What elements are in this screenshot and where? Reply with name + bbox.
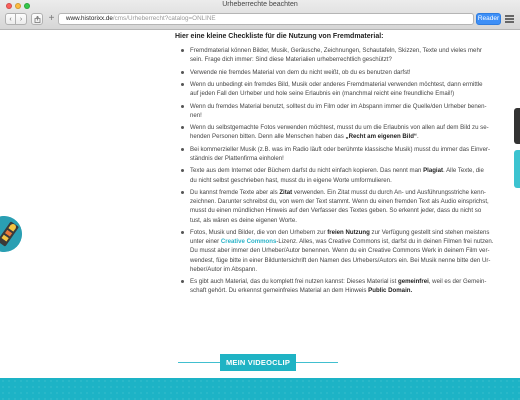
bullet-icon: [181, 280, 184, 283]
checklist-item: [175, 123, 509, 141]
text-segment: nen!: [190, 111, 202, 119]
checklist-item-line: [190, 206, 509, 215]
checklist-item-line: [190, 46, 509, 55]
text-segment: verwenden. Ein Zitat musst du durch An- und Ausführungsstriche kenn-: [292, 188, 486, 196]
teal-band: [0, 378, 520, 400]
checklist-item-line: [190, 256, 509, 265]
divider-line-left: [178, 362, 222, 363]
bullet-icon: [181, 231, 184, 234]
title-bar: [0, 0, 520, 11]
text-segment: Fotos, Musik und Bilder, die von den Urhebern zur: [190, 228, 328, 236]
text-segment: heber/Autor im Abspann.: [190, 265, 258, 273]
emphasis-text: freien Nutzung: [327, 228, 370, 236]
checklist-items: [175, 46, 509, 296]
checklist-item-line: [190, 228, 509, 237]
window-title: Urheberrechte beachten: [222, 1, 298, 8]
checklist-item: [175, 102, 509, 120]
url-host: www.historixx.de: [66, 15, 113, 22]
checklist-item-line: [190, 188, 509, 197]
checklist-item: [175, 46, 509, 64]
checklist-item-line: [190, 102, 509, 111]
text-segment: Bei kommerzieller Musik (z.B. was im Radio läuft oder berühmte klassische Musik) musst du immer das Einver-: [190, 145, 491, 153]
bullet-icon: [181, 49, 184, 52]
checklist-item-line: [190, 123, 509, 132]
text-segment: . Alle Texte, die: [443, 167, 484, 175]
checklist-item-line: [190, 265, 509, 274]
text-segment: Es gibt auch Material, das du komplett frei nutzen kannst: Dieses Material ist: [190, 278, 398, 286]
text-segment: Du kannst fremde Texte aber als: [190, 188, 280, 196]
checklist-item: [175, 188, 509, 225]
checklist-item-line: [190, 286, 509, 295]
new-tab-button[interactable]: [47, 13, 56, 25]
checklist-item-line: [190, 55, 509, 64]
text-segment: musst du einen mündlichen Hinweis auf den Verfasser des Textes geben. So erkennt jeder, dass du nicht so: [190, 207, 482, 215]
text-segment: .: [416, 133, 419, 141]
bullet-icon: [181, 169, 184, 172]
text-segment: Texte aus dem Internet oder Büchern darfst du nicht einfach kopieren. Das nennt man: [190, 167, 424, 175]
checklist-item-line: [190, 145, 509, 154]
text-segment: sein. Frage dich immer: Sind diese Materialien urheberrechtlich geschützt?: [190, 56, 392, 64]
browser-chrome: [0, 0, 520, 30]
emphasis-text: „Recht am eigenen Bild“: [345, 133, 417, 141]
text-segment: -Lizenz. Alles, was Creative Commons ist, darfst du in deinen Filmen frei nutzen.: [276, 238, 494, 246]
checklist-item: [175, 228, 509, 274]
reader-button[interactable]: Reader: [476, 13, 501, 25]
bullet-icon: [181, 71, 184, 74]
plus-icon: +: [48, 13, 55, 24]
checklist-heading: Hier eine kleine Checkliste für die Nutzung von Fremdmaterial:: [175, 33, 384, 40]
checklist-item-line: [190, 237, 509, 246]
url-path: /cms/Urheberrecht?catalog=ONLINE: [112, 15, 216, 22]
creative-commons-link[interactable]: Creative Commons: [220, 238, 277, 246]
hamburger-menu-icon[interactable]: [505, 15, 514, 23]
emphasis-text: gemeinfrei: [397, 278, 429, 286]
web-page: [0, 30, 520, 400]
text-segment: , weil es der Gemein-: [428, 278, 487, 286]
text-segment: Verwende nie fremdes Material von dem du nicht weißt, ob du es benutzen darfst!: [190, 68, 411, 76]
film-reel-mascot-icon: [0, 216, 22, 252]
checklist-item-line: [190, 197, 509, 206]
checklist-item-line: [190, 176, 509, 185]
checklist-item-line: [190, 246, 509, 255]
text-segment: Wenn du unbedingt ein fremdes Bild, Musik oder anderes Fremdmaterial verwenden möchtest, dann ermittle: [190, 80, 483, 88]
text-segment: Wenn du selbstgemachte Fotos verwenden möchtest, musst du um die Erlaubnis von allen auf dem Bild zu se-: [190, 124, 489, 132]
checklist-item: [175, 145, 509, 163]
checklist-item: [175, 277, 509, 295]
checklist-item-line: [190, 68, 509, 77]
text-segment: tust, als wären es deine eigenen Worte.: [190, 216, 297, 224]
emphasis-text: Zitat: [279, 188, 293, 196]
checklist-item-line: [190, 216, 509, 225]
checklist-item-line: [190, 166, 509, 175]
text-segment: Fremdmaterial können Bilder, Musik, Geräusche, Zeichnungen, Schautafeln, Skizzen, Texte und vieles mehr: [190, 47, 482, 54]
text-segment: du nicht selbst geschrieben hast, musst du in eigene Worte umformulieren.: [190, 176, 392, 184]
bullet-icon: [181, 83, 184, 86]
video-section: [0, 348, 520, 400]
text-segment: zur Verfügung gestellt sind stehen meistens: [369, 228, 490, 236]
checklist-item: [175, 80, 509, 98]
share-icon: [34, 16, 41, 23]
text-segment: unter einer: [190, 238, 221, 246]
checklist-item-line: [190, 89, 509, 98]
text-segment: wendest, füge bitte in einer Bilduntersichrift den Namen des Urhebers/Autors ein. Bei Musik nenne bitte den Ur-: [190, 256, 491, 264]
scrollbar-thumb[interactable]: [514, 108, 520, 144]
browser-toolbar: [0, 11, 520, 29]
checklist-item-line: [190, 132, 509, 141]
forward-button[interactable]: [16, 13, 27, 25]
side-tab[interactable]: [514, 150, 520, 188]
checklist-item-line: [190, 80, 509, 89]
bullet-icon: [181, 191, 184, 194]
checklist: [175, 32, 509, 299]
text-segment: schaft gehört. Du erkennst gemeinfreies Material an dem Hinweis: [190, 287, 369, 295]
text-segment: Du musst aber immer den Urheber/Autor benennen. Wenn du ein Creative Commons Werk in deinem Film ver-: [190, 247, 490, 255]
text-segment: auf jeden Fall den Urheber und hole seine Erlaubnis ein (manchmal reicht eine freundliche Email!): [190, 90, 455, 98]
checklist-item-line: [190, 277, 509, 286]
back-button[interactable]: [5, 13, 16, 25]
chevron-right-icon: ›: [19, 15, 23, 23]
emphasis-text: Public Domain.: [368, 287, 413, 295]
share-button[interactable]: [31, 13, 43, 25]
emphasis-text: Plagiat: [423, 167, 444, 175]
bullet-icon: [181, 126, 184, 129]
bullet-icon: [181, 148, 184, 151]
video-section-heading: MEIN VIDEOCLIP: [220, 354, 296, 371]
chevron-left-icon: ‹: [9, 15, 12, 23]
text-segment: Wenn du fremdes Material benutzt, solltest du im Film oder im Abspann immer die Quelle/den Urheber benen-: [190, 102, 487, 110]
text-segment: zeichnen. Darunter schreibst du, von wem der Text stammt. Wenn du einen fremden Text als Audio einsprichst,: [190, 198, 489, 206]
address-bar[interactable]: [58, 13, 474, 25]
bullet-icon: [181, 105, 184, 108]
checklist-item: [175, 68, 509, 77]
text-segment: henden Personen bitten. Denn alle Menschen haben das: [190, 133, 346, 141]
divider-line-right: [294, 362, 338, 363]
text-segment: ständnis der Plattenfirma einholen!: [190, 154, 284, 162]
checklist-item: [175, 166, 509, 184]
checklist-item-line: [190, 111, 509, 120]
checklist-item-line: [190, 154, 509, 163]
